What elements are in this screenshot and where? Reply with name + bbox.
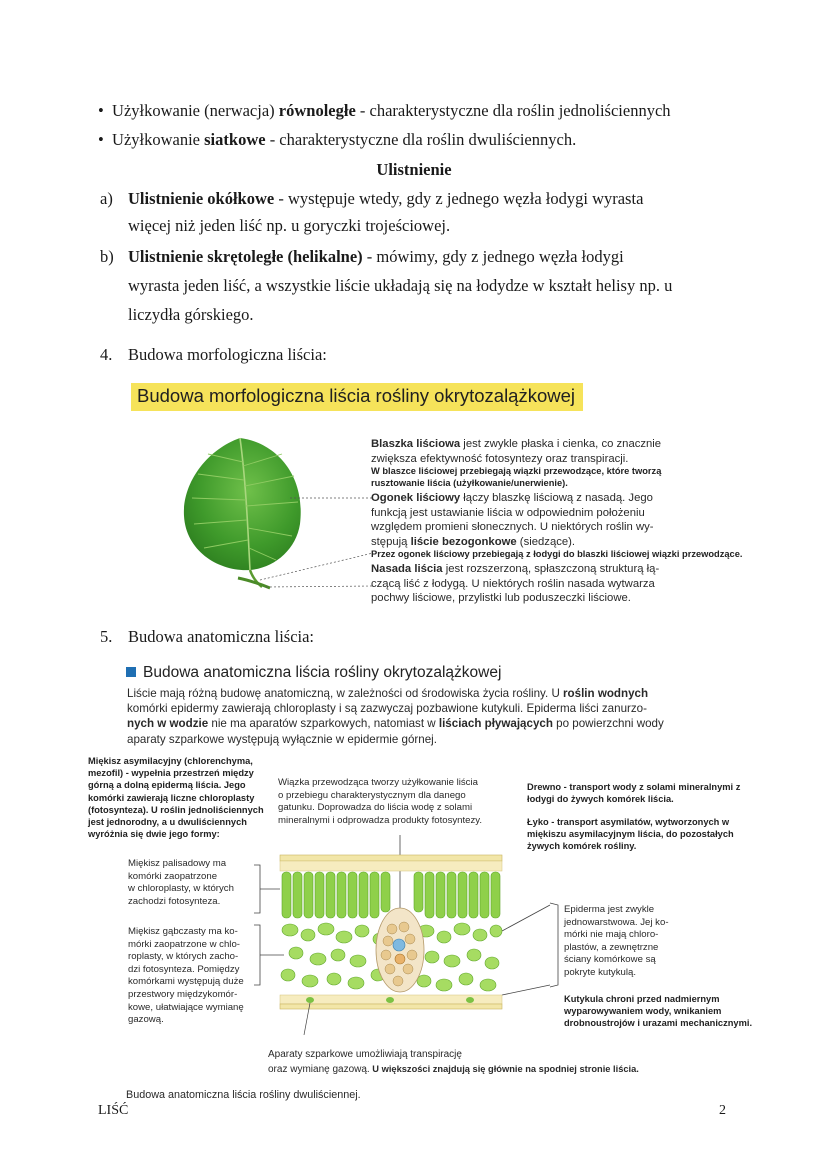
figure-caption: Budowa anatomiczna liścia rośliny dwuliściennej. xyxy=(126,1089,361,1101)
bullet-parallel-venation: • Użyłkowanie (nerwacja) równoległe - charakterystyczne dla roślin jednoliściennych xyxy=(98,101,671,120)
kutykula-text: Kutykula chroni przed nadmiernym wyparowywaniem wody, wnikaniem drobnoustrojów i urazami mechanicznymi. xyxy=(564,994,753,1029)
gabczasty-text: Miękisz gąbczasty ma ko- mórki zaopatrzone w chlo- roplasty, w których zacho- dzi fotosynteza. Pomiędzy komórkami występują duże przestwory międzykomór- kowe, ułatwiające wymianę gazową. xyxy=(128,926,244,1026)
blaszka-note: W blaszce liściowej przebiegają wiązki przewodzące, które tworzą rusztowanie liścia (użyłkowanie/unerwienie). xyxy=(371,466,662,489)
anat-figure-title: Budowa anatomiczna liścia rośliny okrytozalążkowej xyxy=(126,664,501,682)
blaszka-text: Blaszka liściowa jest zwykle płaska i cienka, co znacznie zwiększa efektywność fotosyntezy oraz transpiracji. xyxy=(371,438,662,465)
page-number: 2 xyxy=(719,1103,726,1118)
mezofil-text: Miękisz asymilacyjny (chlorenchyma, mezofil) - wypełnia przestrzeń między górną a dolną epidermą liścia. Jego komórki zawierają liczne chloroplasty (fotosynteza). U roślin jednoliściennych jest jednorodny, a u dwuliściennych wyróżnia się dwie jego formy: xyxy=(88,756,264,840)
item5-number: 5. xyxy=(100,627,113,646)
item5-heading: Budowa anatomiczna liścia: xyxy=(128,627,315,646)
anat-intro: Liście mają różną budowę anatomiczną, w zależności od środowiska życia rośliny. U roślin wodnych komórki epidermy zawierają chloroplasty i są zazwyczaj pozbawione kutykuli. Epiderma liści zanurzo- nych w wodzie nie ma aparatów szparkowych, natomiast w liściach pływających po powierzchni wody aparaty szparkowe występują wyłącznie w epidermie górnej. xyxy=(127,687,664,746)
ogonek-text: Ogonek liściowy łączy blaszkę liściową z nasadą. Jego funkcją jest ustawianie liścia w odpowiednim położeniu względem promieni słonecznych. U niektórych roślin wy- stępują liście bezogonkowe (siedzące). xyxy=(371,492,654,548)
bullet-net-venation: • Użyłkowanie siatkowe - charakterystyczne dla roślin dwuliściennych. xyxy=(98,130,577,149)
list-marker-b: b) xyxy=(100,247,114,266)
palisadowy-text: Miękisz palisadowy ma komórki zaopatrzone w chloroplasty, w których zachodzi fotosynteza. xyxy=(128,858,234,907)
nasada-text: Nasada liścia jest rozszerzoną, spłaszczoną strukturą łą- czącą liść z łodygą. U niektórych roślin nasada wytwarza pochwy liściowe, przylistki lub poduszeczki liściowe. xyxy=(371,563,660,604)
footer-chapter: LIŚĆ xyxy=(98,1103,129,1118)
section-title: Ulistnienie xyxy=(376,160,452,179)
list-marker-a: a) xyxy=(100,189,113,208)
leaf-cross-section-illustration xyxy=(240,835,560,1035)
aparaty-text: Aparaty szparkowe umożliwiają transpirację oraz wymianę gazową. U większości znajdują się głównie na spodniej stronie liścia. xyxy=(268,1049,639,1075)
list-item-b-line3: liczydła górskiego. xyxy=(128,305,254,324)
morph-figure-title: Budowa morfologiczna liścia rośliny okrytozalążkowej xyxy=(131,383,583,411)
drewno-text: Drewno - transport wody z solami mineralnymi z łodygi do żywych komórek liścia. xyxy=(527,782,741,805)
leaf-illustration xyxy=(178,432,373,590)
wiazka-text: Wiązka przewodząca tworzy użyłkowanie liścia o przebiegu charakterystycznym dla danego gatunku. Doprowadza do liścia wodę z solami mineralnymi i odprowadza produkty fotosyntezy. xyxy=(278,777,483,826)
lyko-text: Łyko - transport asymilatów, wytworzonych w miękiszu asymilacyjnym liścia, do pozostałych żywych komórek rośliny. xyxy=(527,817,734,852)
item4-heading: Budowa morfologiczna liścia: xyxy=(128,345,327,364)
list-item-a-line2: więcej niż jeden liść np. u goryczki trojeściowej. xyxy=(128,216,451,235)
epiderma-text: Epiderma jest zwykle jednowarstwowa. Jej ko- mórki nie mają chloro- plastów, a zewnętrzne ściany komórkowe są pokryte kutykulą. xyxy=(564,904,669,978)
list-item-b-line2: wyrasta jeden liść, a wszystkie liście układają się na łodydze w kształt helisy np. u xyxy=(128,276,673,295)
item4-number: 4. xyxy=(100,345,113,364)
list-item-b-line1: Ulistnienie skrętoległe (helikalne) - mówimy, gdy z jednego węzła łodygi xyxy=(128,247,624,266)
list-item-a-line1: Ulistnienie okółkowe - występuje wtedy, gdy z jednego węzła łodygi wyrasta xyxy=(128,189,644,208)
ogonek-note: Przez ogonek liściowy przebiegają z łodygi do blaszki liściowej wiązki przewodzące. xyxy=(371,549,743,559)
title-square-icon xyxy=(126,667,136,677)
